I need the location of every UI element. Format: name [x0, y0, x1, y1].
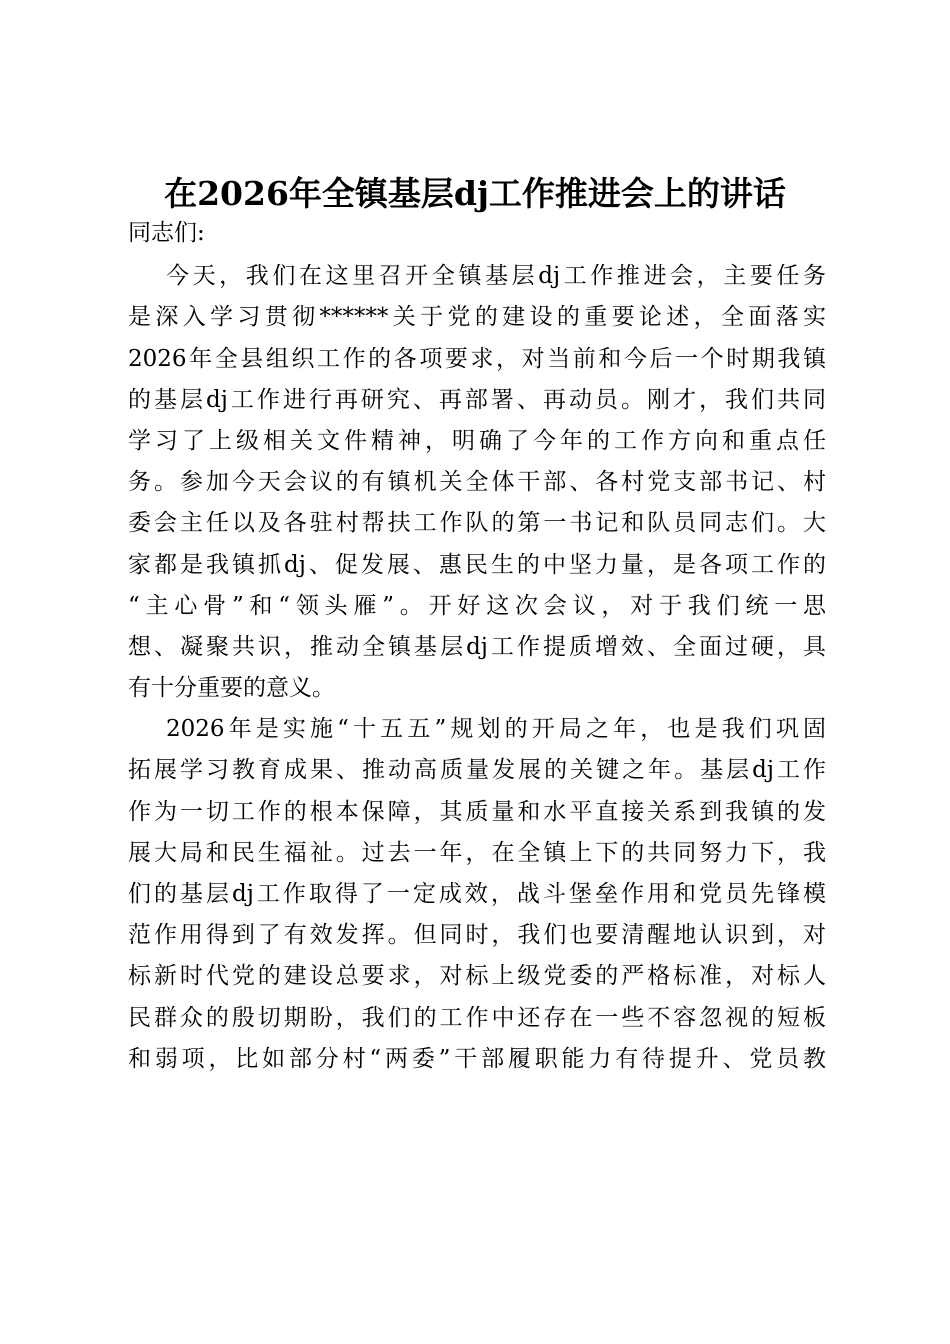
paragraph-line: 委会主任以及各驻村帮扶工作队的第一书记和队员同志们。大 — [128, 510, 826, 537]
paragraph-line: “主心骨”和“领头雁”。开好这次会议，对于我们统一思 — [128, 592, 826, 619]
paragraph-line: 是深入学习贯彻******关于党的建设的重要论述，全面落实 — [128, 304, 826, 331]
paragraph-line: 家都是我镇抓dj、促发展、惠民生的中坚力量，是各项工作的 — [128, 551, 826, 578]
paragraph-line: 的基层dj工作进行再研究、再部署、再动员。刚才，我们共同 — [128, 386, 826, 413]
paragraph-line: 民群众的殷切期盼，我们的工作中还存在一些不容忽视的短板 — [128, 1004, 826, 1031]
paragraph-line: 今天，我们在这里召开全镇基层dj工作推进会，主要任务 — [166, 263, 826, 290]
paragraph-line: 作为一切工作的根本保障，其质量和水平直接关系到我镇的发 — [128, 798, 826, 825]
paragraph-line: 标新时代党的建设总要求，对标上级党委的严格标准，对标人 — [128, 963, 826, 990]
paragraph-line: 2026年全县组织工作的各项要求，对当前和今后一个时期我镇 — [128, 345, 826, 372]
document-body — [128, 210, 826, 1080]
paragraph-line: 有十分重要的意义。 — [128, 675, 335, 702]
paragraph-line: 和弱项，比如部分村“两委”干部履职能力有待提升、党员教 — [128, 1045, 826, 1072]
paragraph-1 — [128, 256, 826, 709]
paragraph-line: 2026年是实施“十五五”规划的开局之年，也是我们巩固 — [166, 716, 826, 743]
document-title: 在2026年全镇基层dj工作推进会上的讲话 — [164, 174, 786, 213]
paragraph-line: 务。参加今天会议的有镇机关全体干部、各村党支部书记、村 — [128, 469, 826, 496]
salutation: 同志们: — [128, 220, 205, 246]
paragraph-line: 拓展学习教育成果、推动高质量发展的关键之年。基层dj工作 — [128, 757, 826, 784]
paragraph-line: 想、凝聚共识，推动全镇基层dj工作提质增效、全面过硬，具 — [128, 633, 826, 660]
paragraph-line: 范作用得到了有效发挥。但同时，我们也要清醒地认识到，对 — [128, 922, 826, 949]
paragraph-2 — [128, 709, 826, 1080]
paragraph-line: 展大局和民生福祉。过去一年，在全镇上下的共同努力下，我 — [128, 839, 826, 866]
paragraph-line: 学习了上级相关文件精神，明确了今年的工作方向和重点任 — [128, 427, 826, 454]
paragraph-line: 们的基层dj工作取得了一定成效，战斗堡垒作用和党员先锋模 — [128, 881, 826, 907]
